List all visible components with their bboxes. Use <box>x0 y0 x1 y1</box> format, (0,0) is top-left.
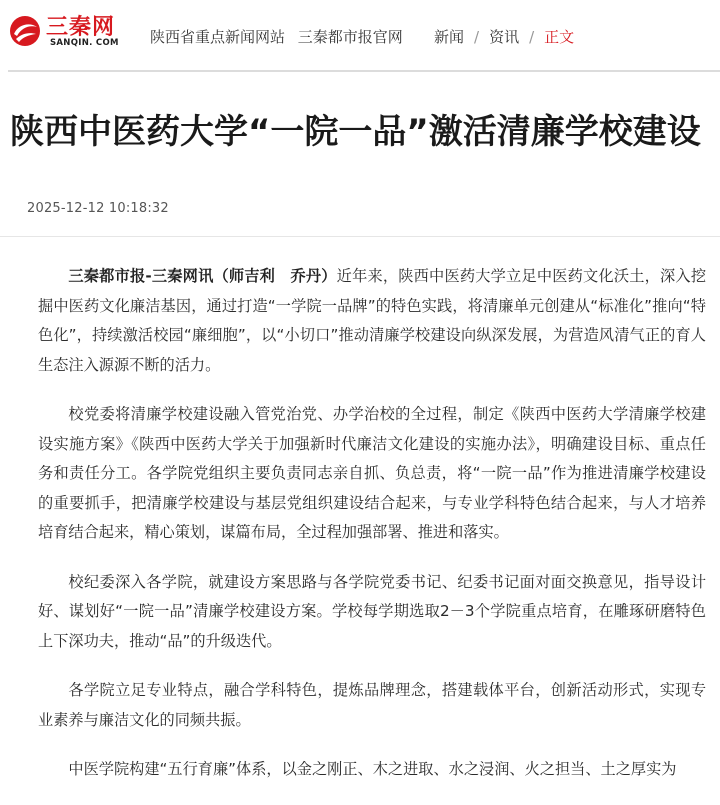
site-header <box>0 0 720 70</box>
article-body <box>38 262 706 805</box>
breadcrumb <box>434 26 574 47</box>
site-desc-secondary: 三秦都市报官网 <box>297 28 403 46</box>
breadcrumb-item-current: 正文 <box>544 28 575 46</box>
paragraph-text: 近年来，陕西中医药大学立足中医药文化沃土，深入挖掘中医药文化廉洁基因，通过打造“一学院一品牌”的特色实践，将清廉单元创建从“标准化”推向“特色化”，持续激活校园“廉细胞”，以“小切口”推动清廉学校建设向纵深发展，为营造风清气正的育人生态注入源源不断的活力。 <box>38 267 707 374</box>
meta-divider <box>0 236 720 237</box>
logo-chinese-text: 三秦网 <box>46 14 116 40</box>
publish-datetime: 2025-12-12 10:18:32 <box>27 201 169 216</box>
site-description <box>150 26 411 47</box>
breadcrumb-item-info[interactable]: 资讯 <box>489 28 520 46</box>
article-paragraph: 校纪委深入各学院，就建设方案思路与各学院党委书记、纪委书记面对面交换意见，指导设计好、谋划好“一院一品”清廉学校建设方案。学校每学期选取2－3个学院重点培育，在雕琢研磨特色上下深功夫，推动“品”的升级迭代。 <box>38 572 706 650</box>
article-paragraph: 各学院立足专业特点，融合学科特色，提炼品牌理念，搭建载体平台，创新活动形式，实现专业素养与廉洁文化的同频共振。 <box>38 681 706 729</box>
breadcrumb-item-news[interactable]: 新闻 <box>434 28 465 46</box>
logo-swirl-icon <box>8 14 42 48</box>
article-paragraph: 校党委将清廉学校建设融入管党治党、办学治校的全过程，制定《陕西中医药大学清廉学校建设实施方案》《陕西中医药大学关于加强新时代廉洁文化建设的实施办法》，明确建设目标、重点任务和责任分工。各学院党组织主要负责同志亲自抓、负总责，将“一院一品”作为推进清廉学校建设的重要抓手，把清廉学校建设与基层党组织建设结合起来，与专业学科特色结合起来，与人才培养培育结合起来，精心策划，谋篇布局，全过程加强部署、推进和落实。 <box>38 405 706 541</box>
breadcrumb-separator: / <box>529 28 535 46</box>
article-title: 陕西中医药大学“一院一品”激活清廉学校建设 <box>10 112 701 152</box>
site-desc-primary: 陕西省重点新闻网站 <box>150 28 286 46</box>
breadcrumb-separator: / <box>474 28 480 46</box>
logo-english-text: SANQIN. COM <box>50 38 119 48</box>
header-divider <box>8 70 720 72</box>
site-logo[interactable] <box>8 12 118 52</box>
article-paragraph: 中医学院构建“五行育廉”体系，以金之刚正、木之进取、水之浸润、火之担当、土之厚实为 <box>68 760 677 778</box>
article-paragraph <box>38 262 706 380</box>
article-byline: 三秦都市报-三秦网讯（师吉利 乔丹） <box>68 267 337 285</box>
